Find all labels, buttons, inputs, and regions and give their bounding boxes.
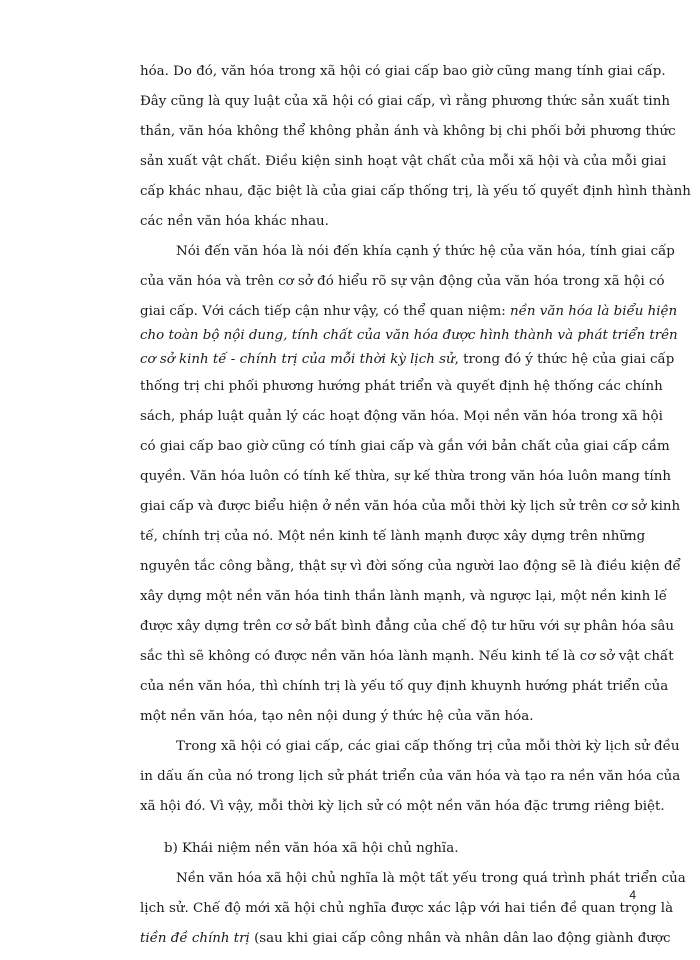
paragraph-2-line: của nền văn hóa, thì chính trị là yếu tố quy định khuynh hướng phát triển của bbox=[140, 679, 669, 694]
paragraph-2-line bbox=[140, 327, 678, 345]
paragraph-2-line: sắc thì sẽ không có được nền văn hóa lành mạnh. Nếu kinh tế là cơ sở vật chất bbox=[140, 649, 674, 664]
paragraph-2-line: được xây dựng trên cơ sở bất bình đẳng của chế độ tư hữu với sự phân hóa sâu bbox=[140, 619, 675, 634]
section-heading: b) Khái niệm nền văn hóa xã hội chủ nghĩa. bbox=[164, 841, 459, 856]
paragraph-2-line: xây dựng một nền văn hóa tinh thần lành mạnh, và ngược lại, một nền kinh lế bbox=[140, 589, 668, 604]
plain-text: giai cấp. Với cách tiếp cận như vậy, có thể quan niệm: bbox=[140, 304, 511, 319]
page-number: 4 bbox=[629, 888, 636, 902]
paragraph-2-line bbox=[140, 351, 675, 369]
italic-text: nền văn hóa là biểu hiện bbox=[510, 304, 678, 319]
paragraph-3-line: xã hội đó. Vì vậy, mỗi thời kỳ lịch sử có một nền văn hóa đặc trưng riêng biệt. bbox=[140, 799, 665, 814]
paragraph-2-line: của văn hóa và trên cơ sở đó hiểu rõ sự vận động của văn hóa trong xã hội có bbox=[140, 274, 665, 289]
paragraph-1-line: Đây cũng là quy luật của xã hội có giai cấp, vì rằng phương thức sản xuất tinh bbox=[140, 94, 670, 109]
paragraph-1-line: hóa. Do đó, văn hóa trong xã hội có giai cấp bao giờ cũng mang tính giai cấp. bbox=[140, 64, 666, 79]
plain-text: (sau khi giai cấp công nhân và nhân dân lao động giành được bbox=[249, 931, 671, 946]
paragraph-2-line: giai cấp và được biểu hiện ở nền văn hóa của mỗi thời kỳ lịch sử trên cơ sở kinh bbox=[140, 499, 681, 514]
paragraph-2-line: sách, pháp luật quản lý các hoạt động văn hóa. Mọi nền văn hóa trong xã hội bbox=[140, 409, 663, 424]
paragraph-4-line: lịch sử. Chế độ mới xã hội chủ nghĩa được xác lập với hai tiền đề quan trọng là bbox=[140, 901, 674, 916]
paragraph-1-line: thần, văn hóa không thể không phản ánh và không bị chi phối bởi phương thức bbox=[140, 124, 676, 139]
paragraph-3-line: Trong xã hội có giai cấp, các giai cấp thống trị của mỗi thời kỳ lịch sử đều bbox=[176, 739, 680, 754]
paragraph-2-line: có giai cấp bao giờ cũng có tính giai cấp và gắn với bản chất của giai cấp cầm bbox=[140, 439, 670, 454]
paragraph-3-line: in dấu ấn của nó trong lịch sử phát triển của văn hóa và tạo ra nền văn hóa của bbox=[140, 769, 681, 784]
paragraph-2-line: Nói đến văn hóa là nói đến khía cạnh ý thức hệ của văn hóa, tính giai cấp bbox=[176, 244, 675, 259]
paragraph-4-line bbox=[140, 930, 671, 948]
plain-text: , trong đó ý thức hệ của giai cấp bbox=[454, 352, 675, 367]
paragraph-1-line: cấp khác nhau, đặc biệt là của giai cấp thống trị, là yếu tố quyết định hình thành bbox=[140, 184, 691, 199]
italic-text: tiền đề chính trị bbox=[140, 931, 250, 946]
paragraph-4-line: Nền văn hóa xã hội chủ nghĩa là một tất yếu trong quá trình phát triển của bbox=[176, 871, 686, 886]
paragraph-2-line: quyền. Văn hóa luôn có tính kế thừa, sự kế thừa trong văn hóa luôn mang tính bbox=[140, 469, 671, 484]
paragraph-2-line: nguyên tắc công bằng, thật sự vì đời sống của người lao động sẽ là điều kiện để bbox=[140, 559, 681, 574]
paragraph-1-line: sản xuất vật chất. Điều kiện sinh hoạt vật chất của mỗi xã hội và của mỗi giai bbox=[140, 154, 667, 169]
italic-text: cho toàn bộ nội dung, tính chất của văn hóa được hình thành và phát triển trên bbox=[140, 328, 678, 343]
paragraph-2-line: thống trị chi phối phương hướng phát triển và quyết định hệ thống các chính bbox=[140, 379, 663, 394]
paragraph-1-line: các nền văn hóa khác nhau. bbox=[140, 214, 329, 229]
italic-text: cơ sở kinh tế - chính trị của mỗi thời kỳ lịch sử bbox=[140, 352, 455, 367]
paragraph-2-line: tế, chính trị của nó. Một nền kinh tế lành mạnh được xây dựng trên những bbox=[140, 529, 646, 544]
paragraph-2-line: một nền văn hóa, tạo nên nội dung ý thức hệ của văn hóa. bbox=[140, 709, 534, 724]
paragraph-2-line bbox=[140, 303, 678, 321]
